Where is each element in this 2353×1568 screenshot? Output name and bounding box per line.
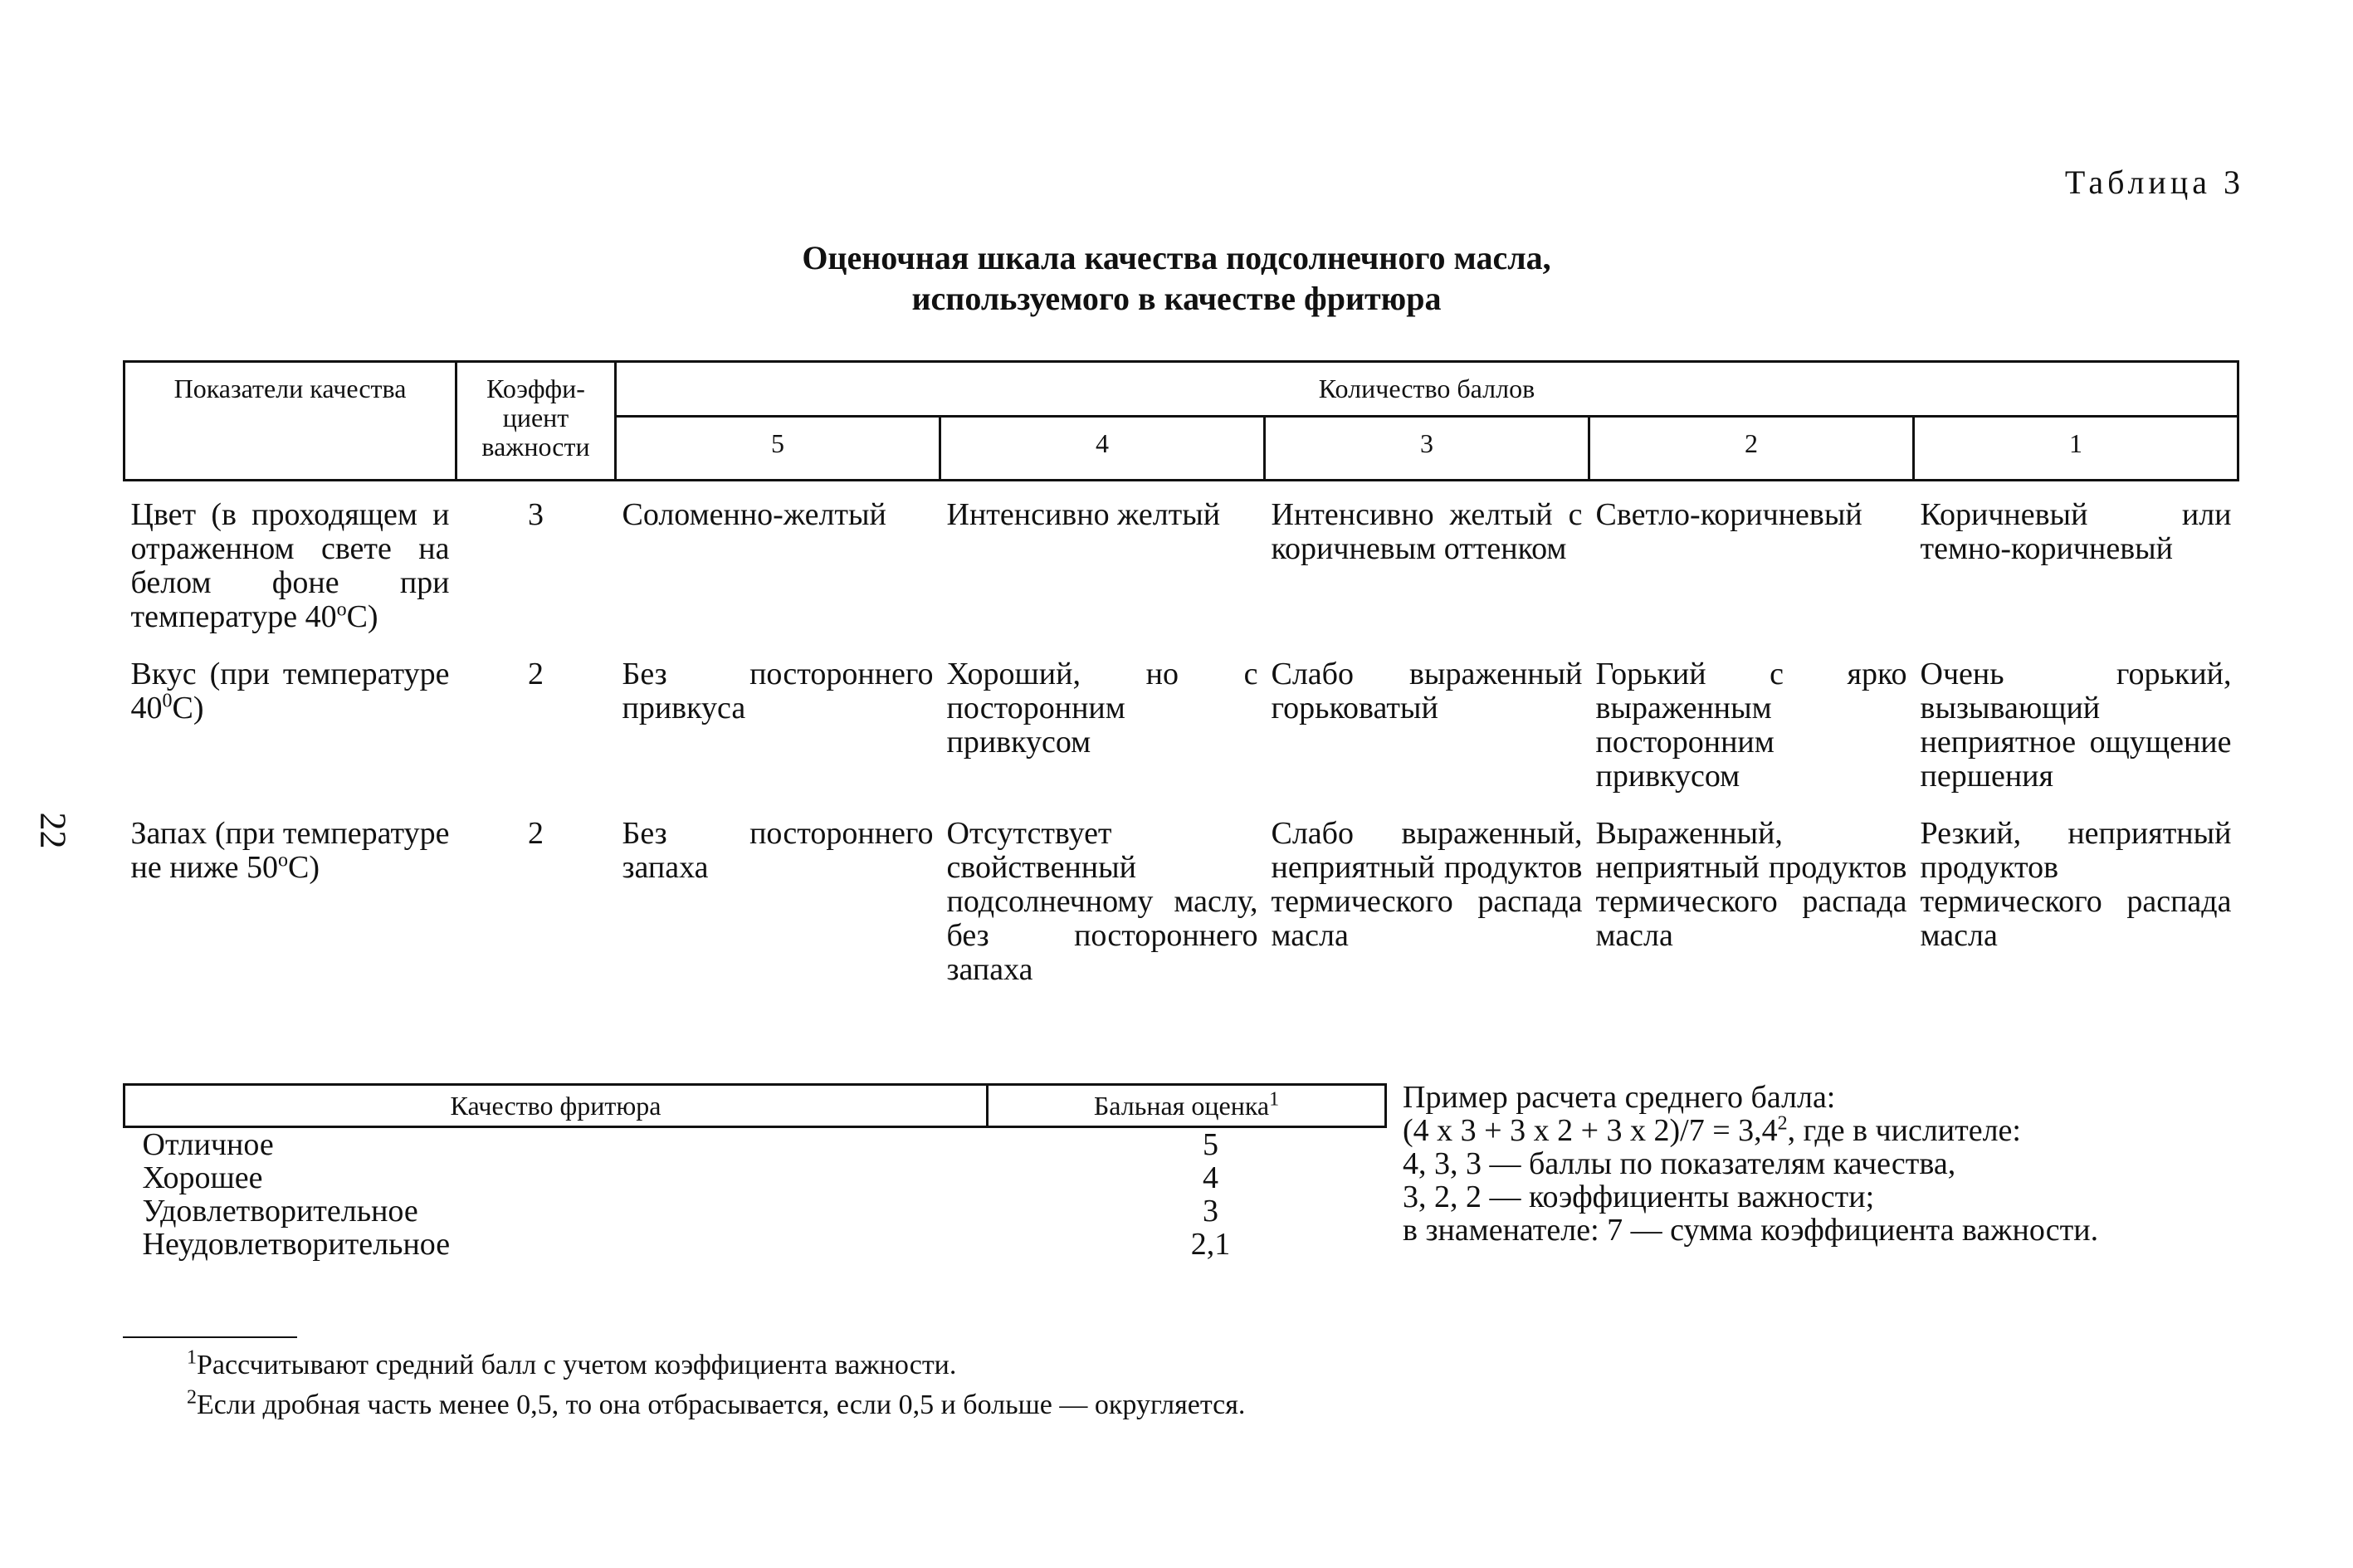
footnote-ref-2: 2: [1777, 1112, 1788, 1135]
score-5-cell: Без постороннего запаха: [622, 816, 934, 885]
score-5-cell: Соломенно-желтый: [622, 497, 886, 532]
score-cell: 4: [1203, 1160, 1218, 1195]
score-5-cell: Без постороннего привкуса: [622, 657, 934, 725]
score-4-cell: Хороший, но с посторонним привкусом: [946, 657, 1258, 760]
quality-scale-table: [123, 360, 2239, 1010]
indicator-cell: Цвет (в проходящем и отраженном свете на белом фоне при температуре 40$^o$С): [130, 497, 450, 634]
example-line-5: в знаменателе: 7 — сумма коэффициента важности.: [1403, 1213, 2099, 1248]
score-1-cell: Коричневый или темно-коричневый: [1920, 497, 2232, 566]
coefficient-cell: 2: [528, 816, 544, 851]
degree-superscript: o: [278, 849, 288, 872]
header-points: Количество баллов: [616, 362, 2238, 417]
indicator-cell: Запах (при температуре не ниже 50$^o$С): [130, 816, 450, 885]
footnote-1: $^1$Рассчитывают средний балл с учетом коэффициента важности.: [187, 1346, 957, 1380]
header-indicator: Показатели качества: [124, 362, 456, 481]
header-coefficient: [456, 362, 616, 481]
header-score-3: 3: [1265, 417, 1589, 481]
example-line-2: (4 х 3 + 3 х 2 + 3 х $2)/7 = 3,4^2$, где в числителе:: [1403, 1112, 2021, 1148]
score-2-cell: Светло-коричневый: [1595, 497, 1862, 532]
score-2-cell: Горький с ярко выраженным посторонним привкусом: [1595, 657, 1907, 794]
footnote-ref-1: 1: [1269, 1087, 1280, 1110]
frying-quality-table: [123, 1083, 1387, 1261]
table-row-smell: [124, 817, 2238, 1010]
header-score-5: 5: [616, 417, 940, 481]
score-cell: 3: [1203, 1194, 1218, 1229]
degree-superscript: 0: [162, 690, 173, 712]
score-cell: 5: [1203, 1127, 1218, 1162]
quality-cell: Удовлетворительное: [142, 1194, 418, 1229]
table-row: [124, 1161, 1386, 1194]
degree-superscript: o: [336, 598, 347, 621]
footnote-2: $^2$Если дробная часть менее 0,5, то она отбрасывается, если 0,5 и больше — округляется.: [187, 1386, 1246, 1420]
footnote-divider: [123, 1336, 297, 1338]
table-row-taste: [124, 657, 2238, 817]
quality-cell: Отличное: [142, 1127, 274, 1162]
header-score-4: 4: [940, 417, 1265, 481]
score-4-cell: Интенсивно желтый: [946, 497, 1221, 532]
example-line-4: 3, 2, 2 — коэффициенты важности;: [1403, 1180, 1875, 1214]
table-row-color: [124, 481, 2238, 658]
calculation-example: [1403, 1081, 2098, 1247]
header-coef-line-1: Коэффи-: [486, 374, 585, 403]
header-coef-line-3: важности: [481, 432, 590, 462]
score-3-cell: Слабо выраженный горьковатый: [1271, 657, 1583, 725]
coefficient-cell: 2: [528, 657, 544, 691]
score-4-cell: Отсутствует свойственный подсолнечному маслу, без постороннего запаха: [946, 816, 1258, 987]
quality-cell: Хорошее: [142, 1160, 263, 1195]
score-2-cell: Выраженный, неприятный продуктов термического распада масла: [1595, 816, 1907, 953]
quality-cell: Неудовлетворительное: [142, 1227, 451, 1262]
coefficient-cell: 3: [528, 497, 544, 532]
header-frying-quality: Качество фритюра: [124, 1085, 988, 1127]
indicator-cell: Вкус (при температуре $40^0С$): [130, 657, 450, 725]
score-cell: 2,1: [1190, 1227, 1231, 1262]
example-line-3: 4, 3, 3 — баллы по показателям качества,: [1403, 1146, 1956, 1181]
header-coef-line-2: циент: [502, 403, 569, 432]
table-label: Таблица 3: [2064, 164, 2244, 201]
table-row: [124, 1194, 1386, 1228]
score-1-cell: Резкий, неприятный продуктов термического распада масла: [1920, 816, 2232, 953]
header-score-rating: Бальная оценка$^1$: [988, 1085, 1386, 1127]
table-row: [124, 1127, 1386, 1162]
page-number: 22: [32, 812, 74, 849]
score-3-cell: Слабо выраженный, неприятный продуктов термического распада масла: [1271, 816, 1583, 953]
header-score-1: 1: [1914, 417, 2238, 481]
score-3-cell: Интенсивно желтый с коричневым оттенком: [1271, 497, 1583, 566]
example-line-1: Пример расчета среднего балла:: [1403, 1080, 1836, 1115]
table-row: [124, 1228, 1386, 1261]
table-title-line-2: используемого в качестве фритюра: [911, 280, 1442, 317]
score-1-cell: Очень горький, вызывающий неприятное ощущение першения: [1920, 657, 2232, 794]
table-title-line-1: Оценочная шкала качества подсолнечного масла,: [802, 239, 1551, 276]
header-score-2: 2: [1589, 417, 1914, 481]
